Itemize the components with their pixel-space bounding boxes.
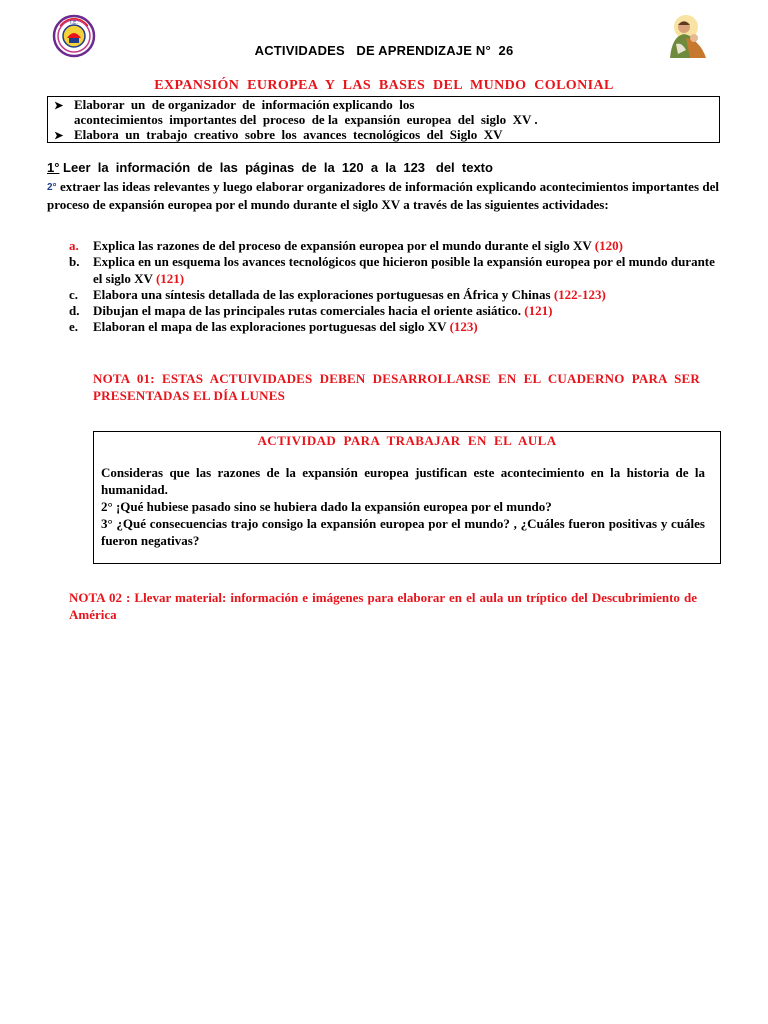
- step-two: [47, 179, 719, 213]
- objective-text: acontecimientos importantes del proceso de la expansión europea del siglo XV .: [74, 112, 538, 127]
- activity-item: [69, 303, 721, 319]
- logo-left-text: I.E.: [70, 20, 78, 26]
- note-one: NOTA 01: ESTAS ACTUIVIDADES DEBEN DESARROLLARSE EN EL CUADERNO PARA SER PRESENTADAS EL DÍA LUNES: [93, 371, 700, 403]
- activity-pages: (122-123): [553, 286, 606, 302]
- activity-item: [69, 287, 721, 303]
- activity-letter: a.: [69, 238, 79, 253]
- arrow-bullet-icon: ➤: [54, 100, 64, 112]
- arrow-bullet-icon: ➤: [54, 130, 64, 142]
- activity-title: ACTIVIDADES DE APRENDIZAJE N° 26: [254, 43, 514, 58]
- note-two: NOTA 02 : Llevar material: información e imágenes para elaborar en el aula un tríptico del Descubrimiento de América: [69, 590, 697, 622]
- activity-text: Elabora una síntesis detallada de las exploraciones portuguesas en África y Chinas: [93, 286, 554, 302]
- classroom-activity-body: [101, 464, 705, 549]
- step-number: 1°: [47, 160, 60, 175]
- activity-item: [69, 238, 721, 254]
- objective-text: Elaborar un de organizador de información explicando los: [74, 97, 415, 112]
- activities-list: [69, 238, 721, 336]
- document-title: [0, 43, 768, 58]
- activity-pages: (121): [155, 270, 185, 286]
- activity-text: Explica las razones de del proceso de expansión europea por el mundo durante el siglo XV: [93, 238, 595, 253]
- step-one: [47, 160, 493, 175]
- activity-item: [69, 319, 721, 335]
- step-number: 2°: [47, 182, 57, 193]
- objective-item: [54, 127, 503, 144]
- activity-letter: e.: [69, 319, 79, 335]
- objectives-box: [47, 96, 720, 143]
- activity-pages: (121): [524, 303, 553, 319]
- classroom-activity-title: ACTIVIDAD PARA TRABAJAR EN EL AULA: [257, 433, 557, 448]
- classroom-question: Consideras que las razones de la expansión europea justifican este acontecimiento en la historia de la humanidad.: [101, 465, 705, 497]
- activity-item: [69, 254, 721, 287]
- step-text: Leer la información de las páginas de la 120 a la 123 del texto: [59, 160, 493, 175]
- objective-text: Elabora un trabajo creativo sobre los avances tecnológicos del Siglo XV: [74, 127, 503, 142]
- step-text: extraer las ideas relevantes y luego elaborar organizadores de información explicando acontecimientos importantes del proceso de expansión europea por el mundo durante el siglo XV a través de las siguientes actividades:: [47, 179, 719, 212]
- activity-letter: b.: [69, 254, 80, 270]
- activity-pages: (123): [449, 319, 478, 335]
- activity-letter: d.: [69, 303, 80, 319]
- section-title: EXPANSIÓN EUROPEA Y LAS BASES DEL MUNDO COLONIAL: [154, 78, 614, 93]
- classroom-question: 2° ¡Qué hubiese pasado sino se hubiera dado la expansión europea por el mundo?: [101, 499, 552, 514]
- activity-text: Elaboran el mapa de las exploraciones portuguesas del siglo XV: [93, 319, 450, 335]
- objective-continuation: [74, 112, 538, 127]
- activity-text: Explica en un esquema los avances tecnológicos que hicieron posible la expansión europea por el mundo durante el siglo XV: [93, 254, 715, 286]
- activity-pages: (120): [594, 238, 623, 253]
- classroom-question: 3° ¿Qué consecuencias trajo consigo la expansión europea por el mundo? , ¿Cuáles fueron positivas y cuáles fueron negativas?: [101, 516, 705, 548]
- classroom-activity-box: [93, 431, 721, 564]
- activity-letter: c.: [69, 286, 79, 302]
- activity-text: Dibujan el mapa de las principales rutas comerciales hacia el oriente asiático.: [93, 303, 525, 319]
